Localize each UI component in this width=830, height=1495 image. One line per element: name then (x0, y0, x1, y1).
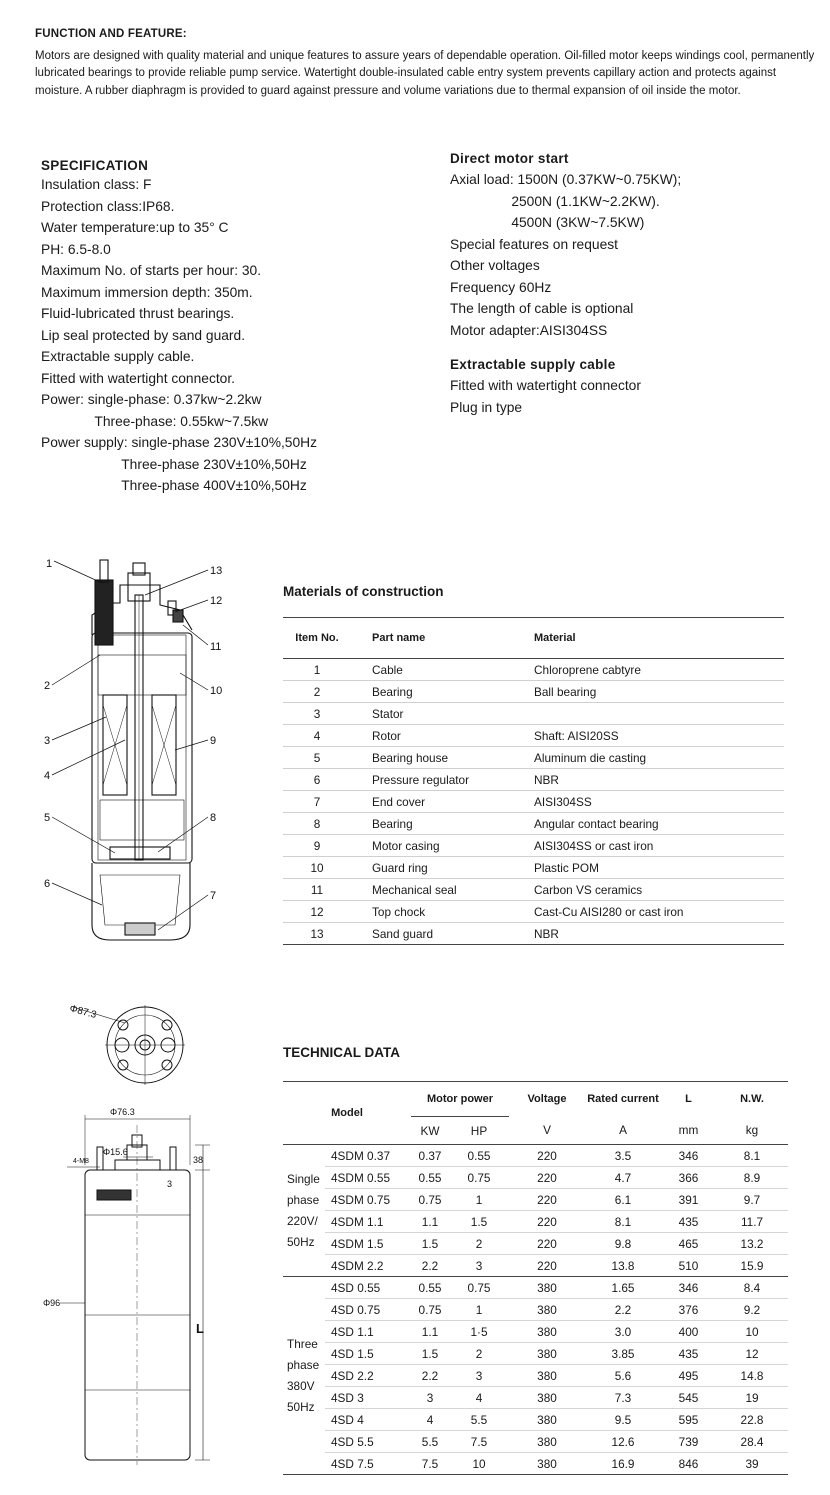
tech-cell: 220 (509, 1145, 585, 1167)
tech-row (283, 1453, 788, 1475)
direct-motor-line: 2500N (1.1KW~2.2KW). (450, 193, 660, 209)
dim-top-diameter: Φ87.3 (68, 1003, 98, 1022)
tech-group-label-line: 50Hz (287, 1234, 315, 1249)
tech-group-label-line: Three (287, 1336, 318, 1351)
materials-row (283, 747, 784, 769)
mat-material: NBR (534, 769, 784, 791)
tech-cell: 7.3 (585, 1387, 661, 1409)
tech-header-voltage: Voltage (527, 1093, 567, 1106)
tech-cell: 220 (509, 1233, 585, 1255)
tech-cell: 400 (661, 1321, 716, 1343)
materials-row (283, 681, 784, 703)
tech-model: 4SDM 0.55 (325, 1167, 411, 1189)
specification-lines (41, 174, 317, 497)
direct-motor-line: The length of cable is optional (450, 301, 634, 316)
spec-line: Insulation class: F (41, 177, 152, 192)
materials-row (283, 857, 784, 879)
mat-part-name: Bearing (351, 681, 534, 703)
tech-model: 4SDM 0.37 (325, 1145, 411, 1167)
callout-13: 13 (210, 565, 223, 577)
tech-model: 4SD 1.5 (325, 1343, 411, 1365)
mat-material: Cast-Cu AISI280 or cast iron (534, 901, 784, 923)
tech-group-label-line: 380V (287, 1378, 315, 1393)
tech-model: 4SDM 1.1 (325, 1211, 411, 1233)
tech-cell: 380 (509, 1453, 585, 1475)
tech-cell: 3 (449, 1255, 509, 1277)
tech-cell: 13.2 (716, 1233, 788, 1255)
tech-row (283, 1343, 788, 1365)
spec-line: Fluid-lubricated thrust bearings. (41, 306, 235, 321)
tech-cell: 28.4 (716, 1431, 788, 1453)
tech-cell: 4 (449, 1387, 509, 1409)
tech-model: 4SD 0.75 (325, 1299, 411, 1321)
tech-group-label (283, 1277, 325, 1475)
callout-9: 9 (210, 735, 217, 747)
tech-row (283, 1145, 788, 1167)
tech-cell: 3.0 (585, 1321, 661, 1343)
callout-10: 10 (210, 685, 223, 697)
mat-material: Carbon VS ceramics (534, 879, 784, 901)
mat-item-no: 9 (283, 835, 351, 857)
tech-model: 4SDM 1.5 (325, 1233, 411, 1255)
materials-row (283, 901, 784, 923)
tech-unit: kg (716, 1117, 788, 1145)
mat-part-name: Bearing house (351, 747, 534, 769)
tech-model: 4SD 1.1 (325, 1321, 411, 1343)
mat-material: Aluminum die casting (534, 747, 784, 769)
tech-cell: 376 (661, 1299, 716, 1321)
tech-cell: 1.5 (411, 1233, 449, 1255)
direct-motor-line: Axial load: 1500N (0.37KW~0.75KW); (450, 172, 682, 187)
motor-top-view-drawing (65, 995, 205, 1100)
mat-material: NBR (534, 923, 784, 945)
tech-cell: 5.6 (585, 1365, 661, 1387)
tech-cell: 435 (661, 1211, 716, 1233)
tech-cell: 739 (661, 1431, 716, 1453)
mat-item-no: 4 (283, 725, 351, 747)
mat-material (534, 703, 784, 725)
materials-row (283, 725, 784, 747)
callout-12: 12 (210, 595, 223, 607)
direct-motor-title: Direct motor start (450, 151, 569, 166)
tech-cell: 380 (509, 1431, 585, 1453)
tech-cell: 391 (661, 1189, 716, 1211)
tech-unit: KW (411, 1117, 449, 1145)
supply-cable-line: Fitted with watertight connector (450, 378, 641, 393)
direct-motor-line: Motor adapter:AISI304SS (450, 322, 608, 338)
tech-cell: 0.75 (449, 1167, 509, 1189)
tech-cell: 2 (449, 1343, 509, 1365)
mat-item-no: 3 (283, 703, 351, 725)
supply-cable-lines (450, 375, 681, 418)
tech-header-nw: N.W. (740, 1093, 764, 1106)
mat-material: Angular contact bearing (534, 813, 784, 835)
tech-unit: HP (449, 1117, 509, 1145)
tech-cell: 8.1 (716, 1145, 788, 1167)
tech-cell: 12.6 (585, 1431, 661, 1453)
materials-row (283, 923, 784, 945)
materials-table (283, 617, 784, 945)
spec-line: Water temperature:up to 35° C (41, 220, 229, 235)
tech-cell: 435 (661, 1343, 716, 1365)
tech-cell: 0.55 (411, 1277, 449, 1299)
tech-cell: 4.7 (585, 1167, 661, 1189)
tech-unit: A (585, 1117, 661, 1145)
dim-holes: 4-M8 (73, 1158, 89, 1165)
tech-row (283, 1167, 788, 1189)
spec-line: Maximum No. of starts per hour: 30. (41, 263, 262, 278)
mat-item-no: 12 (283, 901, 351, 923)
materials-row (283, 703, 784, 725)
tech-cell: 0.55 (411, 1167, 449, 1189)
tech-cell: 13.8 (585, 1255, 661, 1277)
tech-cell: 0.75 (449, 1277, 509, 1299)
mat-material: Plastic POM (534, 857, 784, 879)
tech-cell: 11.7 (716, 1211, 788, 1233)
dim-body-top-diameter: Φ76.3 (110, 1107, 135, 1117)
tech-group-label-line: Single (287, 1171, 320, 1186)
tech-unit: V (509, 1117, 585, 1145)
tech-header-rated-current: Rated current (587, 1092, 659, 1105)
tech-cell: 9.2 (716, 1299, 788, 1321)
materials-row (283, 659, 784, 681)
mat-header-part: Part name (351, 618, 534, 659)
dim-shaft-diameter: Φ15.6 (103, 1147, 128, 1157)
spec-line: Lip seal protected by sand guard. (41, 327, 246, 343)
direct-motor-line: 4500N (3KW~7.5KW) (450, 215, 645, 230)
mat-item-no: 11 (283, 879, 351, 901)
materials-row (283, 791, 784, 813)
technical-table (283, 1081, 788, 1475)
tech-cell: 3 (449, 1365, 509, 1387)
callout-1: 1 (46, 558, 53, 570)
tech-group-label (283, 1145, 325, 1277)
tech-cell: 465 (661, 1233, 716, 1255)
tech-header-l: L (685, 1093, 692, 1106)
tech-row (283, 1233, 788, 1255)
spec-line: Extractable supply cable. (41, 349, 195, 364)
tech-unit: mm (661, 1117, 716, 1145)
tech-cell: 22.8 (716, 1409, 788, 1431)
tech-cell: 9.7 (716, 1189, 788, 1211)
tech-row (283, 1189, 788, 1211)
mat-item-no: 8 (283, 813, 351, 835)
tech-cell: 380 (509, 1387, 585, 1409)
materials-row (283, 835, 784, 857)
tech-cell: 2.2 (411, 1255, 449, 1277)
tech-model: 4SD 3 (325, 1387, 411, 1409)
tech-cell: 3.5 (585, 1145, 661, 1167)
callout-5: 5 (44, 812, 51, 824)
tech-cell: 9.5 (585, 1409, 661, 1431)
mat-part-name: Rotor (351, 725, 534, 747)
motor-outline-drawing (45, 1105, 220, 1470)
tech-cell: 346 (661, 1277, 716, 1299)
mat-header-material: Material (534, 618, 784, 659)
tech-cell: 8.4 (716, 1277, 788, 1299)
tech-model: 4SD 2.2 (325, 1365, 411, 1387)
callout-2: 2 (44, 680, 51, 692)
callout-8: 8 (210, 812, 217, 824)
mat-header-item: Item No. (283, 618, 351, 659)
tech-cell: 0.75 (411, 1189, 449, 1211)
tech-row (283, 1299, 788, 1321)
mat-item-no: 13 (283, 923, 351, 945)
tech-cell: 9.8 (585, 1233, 661, 1255)
tech-cell: 380 (509, 1365, 585, 1387)
mat-material: Ball bearing (534, 681, 784, 703)
tech-cell: 220 (509, 1255, 585, 1277)
tech-cell: 3.85 (585, 1343, 661, 1365)
mat-part-name: Mechanical seal (351, 879, 534, 901)
mat-part-name: Cable (351, 659, 534, 681)
tech-cell: 510 (661, 1255, 716, 1277)
tech-cell: 4 (411, 1409, 449, 1431)
mat-material: Chloroprene cabtyre (534, 659, 784, 681)
direct-motor-block (450, 151, 681, 418)
tech-row (283, 1321, 788, 1343)
tech-cell: 2 (449, 1233, 509, 1255)
mat-part-name: Pressure regulator (351, 769, 534, 791)
spec-line: Three-phase 230V±10%,50Hz (41, 456, 307, 472)
tech-cell: 10 (449, 1453, 509, 1475)
tech-cell: 16.9 (585, 1453, 661, 1475)
tech-cell: 2.2 (411, 1365, 449, 1387)
tech-row (283, 1409, 788, 1431)
tech-cell: 495 (661, 1365, 716, 1387)
tech-cell: 595 (661, 1409, 716, 1431)
technical-title: TECHNICAL DATA (283, 1045, 400, 1060)
supply-cable-title: Extractable supply cable (450, 357, 616, 372)
dim-3: 3 (167, 1179, 173, 1189)
tech-cell: 19 (716, 1387, 788, 1409)
tech-cell: 1.5 (449, 1211, 509, 1233)
callout-7: 7 (210, 890, 217, 902)
tech-cell: 0.55 (449, 1145, 509, 1167)
mat-material: AISI304SS or cast iron (534, 835, 784, 857)
specification-block (41, 158, 317, 497)
tech-row (283, 1277, 788, 1299)
function-text: Motors are designed with quality material and unique features to assure years of dependable operation. Oil-filled motor keeps windings cool, permanently lubricated bearings to provide reliable pump service. Watertight double-insulated cable entry system prevents capillary action and protects against moisture. A rubber diaphragm is provided to guard against pressure and volume variations due to thermal expansion of oil inside the motor. (35, 50, 815, 97)
materials-title: Materials of construction (283, 584, 444, 599)
specification-title: SPECIFICATION (41, 158, 149, 173)
tech-cell: 220 (509, 1211, 585, 1233)
tech-cell: 380 (509, 1343, 585, 1365)
tech-cell: 0.75 (411, 1299, 449, 1321)
tech-model: 4SDM 2.2 (325, 1255, 411, 1277)
tech-cell: 846 (661, 1453, 716, 1475)
mat-part-name: Top chock (351, 901, 534, 923)
spec-line: PH: 6.5-8.0 (41, 241, 111, 257)
direct-motor-line: Frequency 60Hz (450, 279, 552, 295)
tech-row (283, 1431, 788, 1453)
dim-length: L (196, 1321, 204, 1336)
tech-cell: 5.5 (411, 1431, 449, 1453)
mat-item-no: 1 (283, 659, 351, 681)
mat-part-name: Stator (351, 703, 534, 725)
supply-cable-line: Plug in type (450, 399, 523, 415)
tech-cell: 0.37 (411, 1145, 449, 1167)
dim-38: 38 (193, 1155, 204, 1165)
tech-cell: 3 (411, 1387, 449, 1409)
mat-part-name: Guard ring (351, 857, 534, 879)
tech-cell: 1 (449, 1189, 509, 1211)
tech-cell: 12 (716, 1343, 788, 1365)
tech-model: 4SD 0.55 (325, 1277, 411, 1299)
mat-item-no: 6 (283, 769, 351, 791)
tech-header-motor-power: Motor power (411, 1082, 509, 1117)
spec-line: Power supply: single-phase 230V±10%,50Hz (41, 435, 318, 450)
callout-6: 6 (44, 878, 51, 890)
spec-line: Fitted with watertight connector. (41, 370, 236, 386)
mat-item-no: 5 (283, 747, 351, 769)
function-title: FUNCTION AND FEATURE: (35, 28, 187, 40)
tech-cell: 346 (661, 1145, 716, 1167)
direct-motor-lines (450, 169, 681, 341)
mat-item-no: 7 (283, 791, 351, 813)
dim-body-diameter: Φ96 (43, 1298, 61, 1308)
callout-3: 3 (44, 735, 51, 747)
materials-row (283, 813, 784, 835)
mat-material: AISI304SS (534, 791, 784, 813)
spec-line: Three-phase: 0.55kw~7.5kw (41, 413, 269, 429)
materials-row (283, 769, 784, 791)
tech-cell: 380 (509, 1409, 585, 1431)
mat-part-name: Sand guard (351, 923, 534, 945)
callout-4: 4 (44, 770, 51, 782)
tech-cell: 1.65 (585, 1277, 661, 1299)
tech-cell: 6.1 (585, 1189, 661, 1211)
mat-part-name: End cover (351, 791, 534, 813)
mat-part-name: Motor casing (351, 835, 534, 857)
tech-cell: 380 (509, 1321, 585, 1343)
tech-header-model: Model (283, 1082, 411, 1145)
mat-item-no: 10 (283, 857, 351, 879)
tech-cell: 1.1 (411, 1211, 449, 1233)
tech-cell: 380 (509, 1277, 585, 1299)
tech-row (283, 1255, 788, 1277)
mat-item-no: 2 (283, 681, 351, 703)
tech-cell: 15.9 (716, 1255, 788, 1277)
tech-group-label-line: 50Hz (287, 1399, 315, 1414)
tech-row (283, 1365, 788, 1387)
tech-cell: 14.8 (716, 1365, 788, 1387)
tech-cell: 1 (449, 1299, 509, 1321)
direct-motor-line: Other voltages (450, 258, 540, 273)
tech-cell: 366 (661, 1167, 716, 1189)
direct-motor-line: Special features on request (450, 236, 618, 252)
spec-line: Protection class:IP68. (41, 198, 175, 214)
mat-part-name: Bearing (351, 813, 534, 835)
tech-cell: 5.5 (449, 1409, 509, 1431)
spec-line: Three-phase 400V±10%,50Hz (41, 478, 307, 493)
mat-material: Shaft: AISI20SS (534, 725, 784, 747)
tech-cell: 39 (716, 1453, 788, 1475)
tech-cell: 7.5 (411, 1453, 449, 1475)
tech-cell: 10 (716, 1321, 788, 1343)
tech-cell: 2.2 (585, 1299, 661, 1321)
tech-model: 4SD 5.5 (325, 1431, 411, 1453)
materials-row (283, 879, 784, 901)
motor-section-drawing (40, 555, 230, 955)
tech-cell: 1.1 (411, 1321, 449, 1343)
tech-cell: 1·5 (449, 1321, 509, 1343)
tech-row (283, 1387, 788, 1409)
tech-cell: 8.9 (716, 1167, 788, 1189)
tech-cell: 1.5 (411, 1343, 449, 1365)
tech-cell: 220 (509, 1189, 585, 1211)
tech-group-label-line: phase (287, 1357, 320, 1372)
tech-cell: 220 (509, 1167, 585, 1189)
tech-cell: 8.1 (585, 1211, 661, 1233)
tech-group-label-line: 220V/ (287, 1213, 318, 1228)
tech-model: 4SD 7.5 (325, 1453, 411, 1475)
tech-model: 4SD 4 (325, 1409, 411, 1431)
spec-line: Maximum immersion depth: 350m. (41, 284, 253, 300)
tech-group-label-line: phase (287, 1192, 320, 1207)
tech-cell: 545 (661, 1387, 716, 1409)
tech-cell: 380 (509, 1299, 585, 1321)
tech-row (283, 1211, 788, 1233)
spec-line: Power: single-phase: 0.37kw~2.2kw (41, 392, 262, 407)
tech-model: 4SDM 0.75 (325, 1189, 411, 1211)
tech-cell: 7.5 (449, 1431, 509, 1453)
callout-11: 11 (210, 641, 222, 653)
